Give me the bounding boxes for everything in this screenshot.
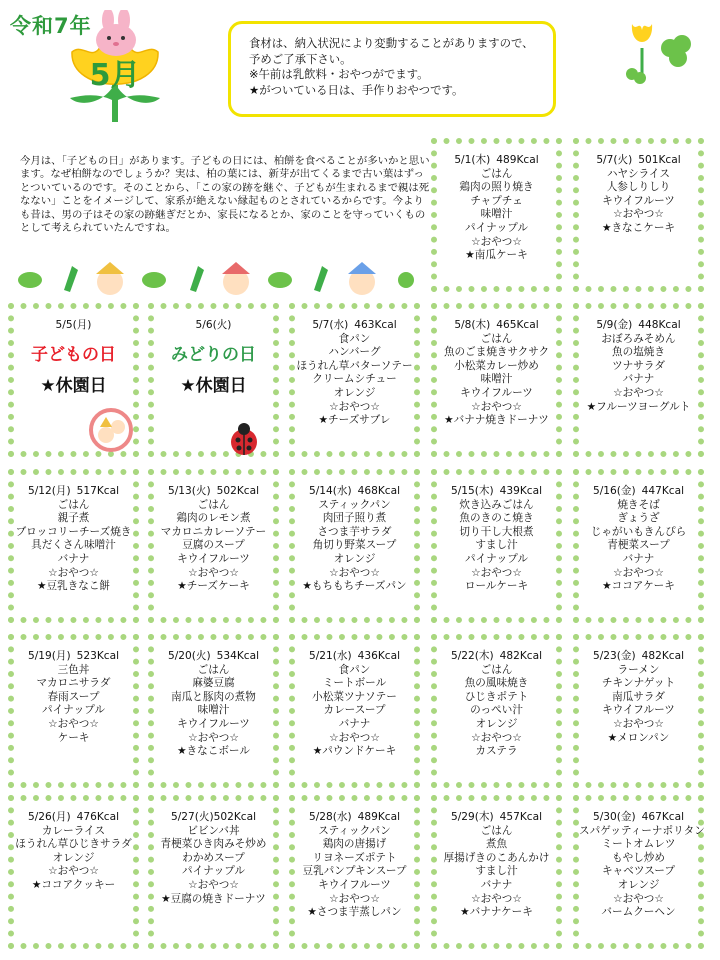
menu-item: スティックパン xyxy=(318,824,391,837)
menu-item: ★チーズサブレ xyxy=(318,414,391,427)
day-header xyxy=(14,485,133,499)
menu-item: ごはん xyxy=(480,332,513,345)
menu-item: すまし汁 xyxy=(475,865,518,878)
menu-item: ☆おやつ☆ xyxy=(48,717,99,730)
holiday-title: 子どもの日 xyxy=(31,344,116,365)
day-cell xyxy=(573,138,704,292)
day-header xyxy=(579,485,698,499)
menu-item: クリームシチュー xyxy=(312,373,397,386)
menu-item: ツナサラダ xyxy=(612,359,665,372)
holiday-closed-label: ★休園日 xyxy=(40,376,107,397)
menu-item: バナナ xyxy=(622,552,655,565)
day-date: 5/26(月) xyxy=(27,811,71,823)
menu-item: オレンジ xyxy=(333,552,376,565)
menu-item: ☆おやつ☆ xyxy=(329,400,380,413)
menu-item: ほうれん草バターソテー xyxy=(296,359,413,372)
menu-item: ★もちもちチーズパン xyxy=(302,580,407,593)
menu-item: ★さつま芋蒸しパン xyxy=(307,906,402,919)
day-kcal: 502Kcal xyxy=(216,485,260,497)
day-header xyxy=(14,319,133,333)
menu-item: カレーライス xyxy=(41,824,106,837)
day-date: 5/28(水) xyxy=(308,811,352,823)
menu-item: ☆おやつ☆ xyxy=(471,731,522,744)
notice-line: ★がついている日は、手作りおやつです。 xyxy=(249,82,464,97)
day-cell xyxy=(148,795,279,949)
menu-item: ☆おやつ☆ xyxy=(188,878,239,891)
children-wreath-illustration xyxy=(86,405,136,459)
day-cell xyxy=(573,795,704,949)
day-cell xyxy=(573,634,704,788)
menu-item: ☆おやつ☆ xyxy=(613,566,664,579)
day-date: 5/21(水) xyxy=(308,650,352,662)
menu-item: 豆腐のスープ xyxy=(182,539,245,552)
menu-item: チャプチェ xyxy=(470,194,523,207)
day-header xyxy=(295,319,414,333)
notice-line: ※午前は乳飲料・おやつがでます。 xyxy=(249,67,429,81)
menu-item: キウイフルーツ xyxy=(177,717,250,730)
menu-item: ☆おやつ☆ xyxy=(188,731,239,744)
day-date: 5/27(火)502Kcal xyxy=(170,811,257,823)
day-header xyxy=(579,319,698,333)
menu-item: ★チーズケーキ xyxy=(177,580,250,593)
menu-item: ★バナナケーキ xyxy=(460,906,533,919)
menu-item: 具だくさん味噌汁 xyxy=(31,539,116,552)
menu-item: 小松菜カレー炒め xyxy=(454,359,539,372)
day-kcal: 476Kcal xyxy=(76,811,120,823)
menu-item: ★メロンパン xyxy=(607,731,670,744)
day-header xyxy=(437,154,556,168)
menu-item: 南瓜と豚肉の煮物 xyxy=(171,690,256,703)
menu-item: バナナ xyxy=(338,717,371,730)
day-date: 5/5(月) xyxy=(55,319,92,331)
ladybug-illustration xyxy=(224,418,264,462)
day-header xyxy=(579,811,698,825)
day-date: 5/7(火) xyxy=(596,154,633,166)
menu-item: ケーキ xyxy=(57,731,90,744)
menu-item: 小松菜ツナソテー xyxy=(312,690,397,703)
menu-item: ★パウンドケーキ xyxy=(312,745,397,758)
menu-item: 三色丼 xyxy=(57,663,90,676)
menu-item: オレンジ xyxy=(617,878,660,891)
day-kcal: 482Kcal xyxy=(499,650,543,662)
tulip-bunny-illustration xyxy=(60,10,170,125)
menu-item: 魚のきのこ焼き xyxy=(459,512,534,525)
day-cell xyxy=(148,634,279,788)
day-header xyxy=(437,485,556,499)
day-header xyxy=(14,650,133,664)
menu-item: 春雨スープ xyxy=(47,690,100,703)
menu-item: ☆おやつ☆ xyxy=(471,566,522,579)
menu-item: キウイフルーツ xyxy=(602,704,675,717)
day-header xyxy=(295,811,414,825)
menu-item: ごはん xyxy=(57,498,90,511)
day-header xyxy=(295,485,414,499)
day-header xyxy=(437,319,556,333)
day-header xyxy=(437,811,556,825)
day-cell xyxy=(289,469,420,623)
menu-item: さつま芋サラダ xyxy=(317,525,392,538)
holiday-closed-label: ★休園日 xyxy=(180,376,247,397)
menu-item: ★きなこケーキ xyxy=(601,221,676,234)
day-header xyxy=(154,485,273,499)
day-kcal: 465Kcal xyxy=(496,319,539,331)
menu-item: ☆おやつ☆ xyxy=(329,892,380,905)
menu-item: ほうれん草ひじきサラダ xyxy=(15,838,132,851)
menu-item: オレンジ xyxy=(52,851,95,864)
menu-item: バナナ xyxy=(622,373,655,386)
day-date: 5/9(金) xyxy=(596,319,633,331)
menu-item: のっぺい汁 xyxy=(470,704,523,717)
menu-item: 青梗菜スープ xyxy=(607,539,670,552)
menu-item: ごはん xyxy=(480,824,513,837)
menu-item: もやし炒め xyxy=(612,851,665,864)
menu-item: 魚の風味焼き xyxy=(464,677,529,690)
menu-item: ごはん xyxy=(480,663,513,676)
day-date: 5/12(月) xyxy=(27,485,71,497)
menu-item: ★豆乳きなこ餅 xyxy=(36,580,111,593)
day-date: 5/23(金) xyxy=(592,650,636,662)
day-cell xyxy=(8,634,139,788)
day-kcal: 523Kcal xyxy=(76,650,120,662)
day-cell xyxy=(431,138,562,292)
menu-item: ミートオムレツ xyxy=(601,838,676,851)
day-cell xyxy=(431,634,562,788)
menu-item: キウイフルーツ xyxy=(602,194,675,207)
day-header xyxy=(579,154,698,168)
menu-item: バームクーヘン xyxy=(601,906,676,919)
menu-item: カレースープ xyxy=(323,704,386,717)
menu-item: パイナップル xyxy=(182,865,245,878)
menu-item: ☆おやつ☆ xyxy=(613,717,664,730)
day-cell xyxy=(431,795,562,949)
intro-text: 今月は、「子どもの日」があります。子どもの日には、柏餅を食べることが多いかと思います。なぜ柏餅なのでしょうか？実は、柏の葉には、新芽が出てくるまで古い葉はずっとついているのです。そのことから、「この家の跡を継ぐ、子どもが生まれるまで親は死なない」ことをイメージして、家系が絶えない縁起ものとされているからです。今よりも昔は、男の子はその家の跡継ぎだとか、家長になるとか、家のことを守っていくものとして考えられていたんですね。 xyxy=(20,155,430,235)
menu-item: すまし汁 xyxy=(475,539,518,552)
menu-item: ☆おやつ☆ xyxy=(48,566,99,579)
menu-item: ビビンバ丼 xyxy=(187,824,240,837)
menu-item: ★きなこボール xyxy=(177,745,250,758)
menu-item: ぎょうざ xyxy=(617,512,660,525)
tulip-clover-decoration xyxy=(620,18,700,88)
menu-item: ミートボール xyxy=(322,677,387,690)
menu-item: マカロニサラダ xyxy=(36,677,111,690)
holiday-title: みどりの日 xyxy=(171,344,256,365)
menu-item: ブロッコリーチーズ焼き xyxy=(15,525,132,538)
menu-item: 人参しりしり xyxy=(606,181,671,194)
menu-item: リヨネーズポテト xyxy=(312,851,397,864)
day-header xyxy=(295,650,414,664)
menu-item: ★バナナ焼きドーナツ xyxy=(444,414,549,427)
menu-item: 麻婆豆腐 xyxy=(192,677,235,690)
day-header xyxy=(154,811,273,825)
day-kcal: 467Kcal xyxy=(641,811,685,823)
menu-item: 厚揚げきのこあんかけ xyxy=(443,851,550,864)
menu-item: ★ココアクッキー xyxy=(31,878,116,891)
menu-item: ☆おやつ☆ xyxy=(613,386,664,399)
menu-item: オレンジ xyxy=(475,717,518,730)
menu-item: 煮魚 xyxy=(485,838,508,851)
menu-item: 鶏肉の照り焼き xyxy=(459,181,534,194)
menu-item: 炊き込みごはん xyxy=(459,498,534,511)
menu-item: ハヤシライス xyxy=(606,167,671,180)
menu-item: パイナップル xyxy=(42,704,105,717)
menu-item: スパゲッティーナポリタン xyxy=(579,824,705,837)
menu-item: パイナップル xyxy=(465,221,528,234)
year-label: 令和7年 xyxy=(10,14,92,38)
notice-line: 予めご了承下さい。 xyxy=(249,51,352,66)
day-kcal: 517Kcal xyxy=(76,485,120,497)
menu-item: 青梗菜ひき肉みそ炒め xyxy=(160,838,267,851)
day-date: 5/30(金) xyxy=(592,811,636,823)
day-kcal: 457Kcal xyxy=(499,811,543,823)
menu-item: ごはん xyxy=(197,498,230,511)
day-header xyxy=(154,650,273,664)
day-cell xyxy=(573,469,704,623)
day-cell xyxy=(573,303,704,457)
menu-item: ごはん xyxy=(197,663,230,676)
menu-item: 肉団子照り煮 xyxy=(322,512,387,525)
menu-item: ロールケーキ xyxy=(464,580,529,593)
menu-item: 食パン xyxy=(338,332,371,345)
day-kcal: 534Kcal xyxy=(216,650,260,662)
day-date: 5/19(月) xyxy=(27,650,71,662)
menu-item: 味噌汁 xyxy=(197,704,230,717)
menu-item: ラーメン xyxy=(617,663,660,676)
day-cell xyxy=(431,469,562,623)
menu-item: ★南瓜ケーキ xyxy=(465,249,528,262)
day-date: 5/7(水) xyxy=(312,319,349,331)
menu-item: ☆おやつ☆ xyxy=(471,235,522,248)
menu-item: スティックパン xyxy=(318,498,391,511)
day-kcal: 447Kcal xyxy=(641,485,685,497)
menu-item: 焼きそば xyxy=(617,498,660,511)
menu-item: 豆乳パンプキンスープ xyxy=(302,865,407,878)
menu-item: おぼろみそめん xyxy=(601,332,676,345)
menu-item: 南瓜サラダ xyxy=(612,690,665,703)
menu-item: 親子煮 xyxy=(57,512,90,525)
menu-item: ★フルーツヨーグルト xyxy=(586,400,691,413)
day-cell xyxy=(8,469,139,623)
menu-item: バナナ xyxy=(57,552,90,565)
menu-item: ★豆腐の焼きドーナツ xyxy=(161,892,266,905)
day-cell xyxy=(148,469,279,623)
menu-item: オレンジ xyxy=(333,386,376,399)
day-kcal: 436Kcal xyxy=(357,650,401,662)
menu-item: ひじきポテト xyxy=(464,690,529,703)
menu-item: ☆おやつ☆ xyxy=(471,892,522,905)
day-cell xyxy=(431,303,562,457)
menu-item: 角切り野菜スープ xyxy=(312,539,397,552)
menu-item: ☆おやつ☆ xyxy=(613,208,664,221)
menu-item: ☆おやつ☆ xyxy=(613,892,664,905)
day-header xyxy=(579,650,698,664)
month-label: 5月 xyxy=(89,58,141,93)
day-kcal: 489Kcal xyxy=(496,154,539,166)
day-date: 5/22(木) xyxy=(450,650,494,662)
day-kcal: 468Kcal xyxy=(357,485,401,497)
day-date: 5/29(木) xyxy=(450,811,494,823)
menu-item: 鶏肉のレモン煮 xyxy=(176,512,251,525)
day-date: 5/15(木) xyxy=(450,485,494,497)
menu-item: パイナップル xyxy=(465,552,528,565)
day-date: 5/13(火) xyxy=(167,485,211,497)
menu-item: ☆おやつ☆ xyxy=(329,731,380,744)
day-kcal: 489Kcal xyxy=(357,811,401,823)
kashiwa-mochi-strip xyxy=(14,260,414,300)
menu-item: チキンナゲット xyxy=(601,677,676,690)
menu-item: ★ココアケーキ xyxy=(602,580,675,593)
notice-box xyxy=(228,21,556,117)
menu-item: カステラ xyxy=(475,745,518,758)
day-date: 5/16(金) xyxy=(592,485,636,497)
day-cell xyxy=(8,795,139,949)
menu-item: バナナ xyxy=(480,878,513,891)
day-kcal: 501Kcal xyxy=(638,154,681,166)
menu-item: 魚のごま焼きサクサク xyxy=(443,346,550,359)
notice-line: 食材は、納入状況により変動することがありますので、 xyxy=(249,36,534,50)
menu-item: ☆おやつ☆ xyxy=(188,566,239,579)
menu-item: キウイフルーツ xyxy=(460,386,533,399)
menu-item: じゃがいもきんぴら xyxy=(590,525,687,538)
menu-item: 味噌汁 xyxy=(480,373,513,386)
menu-item: ☆おやつ☆ xyxy=(471,400,522,413)
day-date: 5/14(水) xyxy=(308,485,352,497)
day-date: 5/1(木) xyxy=(454,154,491,166)
day-header xyxy=(437,650,556,664)
day-date: 5/20(火) xyxy=(167,650,211,662)
day-kcal: 448Kcal xyxy=(638,319,681,331)
day-cell xyxy=(289,634,420,788)
menu-item: 味噌汁 xyxy=(480,208,513,221)
menu-item: キャベツスープ xyxy=(602,865,675,878)
menu-item: マカロニカレーソテー xyxy=(160,525,267,538)
menu-item: ハンバーグ xyxy=(328,346,381,359)
day-date: 5/8(木) xyxy=(454,319,491,331)
day-kcal: 439Kcal xyxy=(499,485,543,497)
day-date: 5/6(火) xyxy=(195,319,232,331)
menu-item: 魚の塩焼き xyxy=(612,346,665,359)
menu-item: 鶏肉の唐揚げ xyxy=(322,838,387,851)
menu-item: ごはん xyxy=(480,167,513,180)
day-kcal: 463Kcal xyxy=(354,319,397,331)
menu-item: 切り干し大根煮 xyxy=(459,525,534,538)
day-cell xyxy=(289,795,420,949)
day-header xyxy=(14,811,133,825)
menu-item: キウイフルーツ xyxy=(177,552,250,565)
menu-item: ☆おやつ☆ xyxy=(48,865,99,878)
day-cell xyxy=(289,303,420,457)
day-header xyxy=(154,319,273,333)
menu-item: わかめスープ xyxy=(182,851,245,864)
menu-item: ☆おやつ☆ xyxy=(329,566,380,579)
day-kcal: 482Kcal xyxy=(641,650,685,662)
menu-item: 食パン xyxy=(338,663,371,676)
menu-item: キウイフルーツ xyxy=(318,878,391,891)
